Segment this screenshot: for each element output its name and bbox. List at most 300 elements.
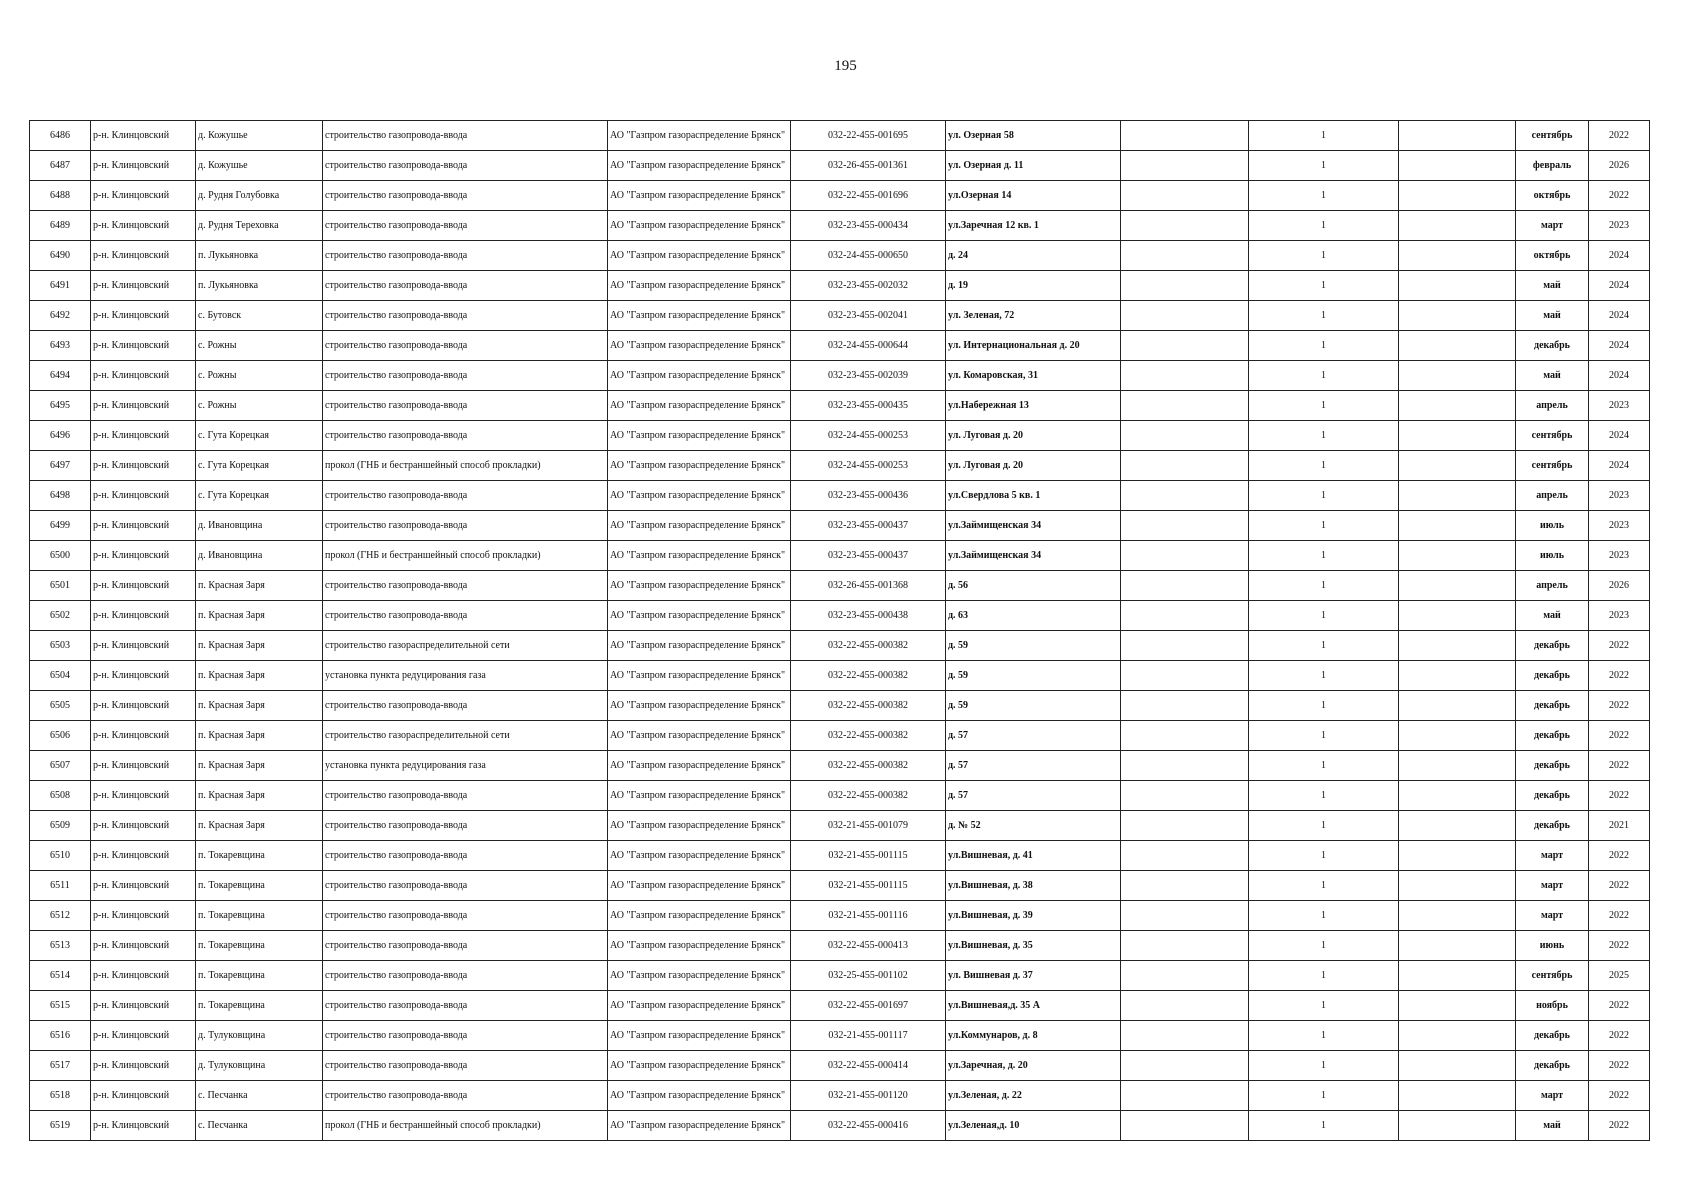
work-type-cell: строительство газопровода-ввода [323,931,608,961]
district-cell: р-н. Клинцовский [91,391,196,421]
quantity-cell: 1 [1249,331,1399,361]
table-row [30,871,1650,901]
address-cell: ул. Зеленая, 72 [946,301,1121,331]
organization-cell: АО "Газпром газораспределение Брянск" [608,781,791,811]
blank-cell [1121,1051,1249,1081]
organization-cell: АО "Газпром газораспределение Брянск" [608,631,791,661]
blank-cell [1121,991,1249,1021]
blank-cell [1399,691,1516,721]
organization-cell: АО "Газпром газораспределение Брянск" [608,451,791,481]
table-row [30,361,1650,391]
address-cell: ул. Озерная 58 [946,121,1121,151]
row-number-cell: 6510 [30,841,91,871]
table-row [30,661,1650,691]
settlement-cell: с. Песчанка [196,1111,323,1141]
organization-cell: АО "Газпром газораспределение Брянск" [608,841,791,871]
year-cell: 2022 [1589,871,1650,901]
month-cell: март [1516,1081,1589,1111]
blank-cell [1121,1111,1249,1141]
blank-cell [1121,781,1249,811]
month-cell: декабрь [1516,811,1589,841]
application-number-cell: 032-23-455-002032 [791,271,946,301]
table-row [30,751,1650,781]
blank-cell [1121,871,1249,901]
work-type-cell: строительство газопровода-ввода [323,331,608,361]
work-type-cell: строительство газопровода-ввода [323,421,608,451]
row-number-cell: 6490 [30,241,91,271]
work-type-cell: строительство газопровода-ввода [323,391,608,421]
settlement-cell: с. Рожны [196,391,323,421]
organization-cell: АО "Газпром газораспределение Брянск" [608,331,791,361]
blank-cell [1121,931,1249,961]
address-cell: ул.Вишневая, д. 38 [946,871,1121,901]
blank-cell [1399,451,1516,481]
work-type-cell: строительство газопровода-ввода [323,571,608,601]
organization-cell: АО "Газпром газораспределение Брянск" [608,271,791,301]
year-cell: 2024 [1589,361,1650,391]
organization-cell: АО "Газпром газораспределение Брянск" [608,811,791,841]
table-row [30,1111,1650,1141]
row-number-cell: 6511 [30,871,91,901]
district-cell: р-н. Клинцовский [91,331,196,361]
year-cell: 2021 [1589,811,1650,841]
year-cell: 2024 [1589,451,1650,481]
row-number-cell: 6487 [30,151,91,181]
settlement-cell: д. Тулуковщина [196,1051,323,1081]
quantity-cell: 1 [1249,481,1399,511]
settlement-cell: д. Рудня Тереховка [196,211,323,241]
row-number-cell: 6500 [30,541,91,571]
settlement-cell: д. Кожушье [196,121,323,151]
blank-cell [1399,661,1516,691]
work-type-cell: строительство газопровода-ввода [323,1051,608,1081]
address-cell: ул. Озерная д. 11 [946,151,1121,181]
settlement-cell: п. Токаревщина [196,961,323,991]
quantity-cell: 1 [1249,211,1399,241]
district-cell: р-н. Клинцовский [91,151,196,181]
row-number-cell: 6508 [30,781,91,811]
work-type-cell: строительство газопровода-ввода [323,601,608,631]
month-cell: декабрь [1516,661,1589,691]
blank-cell [1399,541,1516,571]
settlement-cell: д. Кожушье [196,151,323,181]
address-cell: ул.Набережная 13 [946,391,1121,421]
district-cell: р-н. Клинцовский [91,301,196,331]
quantity-cell: 1 [1249,841,1399,871]
blank-cell [1121,301,1249,331]
year-cell: 2022 [1589,751,1650,781]
address-cell: д. 57 [946,751,1121,781]
application-number-cell: 032-24-455-000650 [791,241,946,271]
address-cell: д. 24 [946,241,1121,271]
blank-cell [1399,751,1516,781]
application-number-cell: 032-24-455-000644 [791,331,946,361]
application-number-cell: 032-21-455-001079 [791,811,946,841]
blank-cell [1121,211,1249,241]
quantity-cell: 1 [1249,181,1399,211]
year-cell: 2022 [1589,181,1650,211]
month-cell: апрель [1516,391,1589,421]
address-cell: ул.Вишневая, д. 39 [946,901,1121,931]
quantity-cell: 1 [1249,631,1399,661]
settlement-cell: п. Красная Заря [196,721,323,751]
table-row [30,931,1650,961]
year-cell: 2024 [1589,241,1650,271]
settlement-cell: д. Ивановщина [196,511,323,541]
row-number-cell: 6493 [30,331,91,361]
application-number-cell: 032-23-455-000435 [791,391,946,421]
table-row [30,811,1650,841]
month-cell: сентябрь [1516,451,1589,481]
settlement-cell: п. Токаревщина [196,901,323,931]
quantity-cell: 1 [1249,991,1399,1021]
settlement-cell: п. Токаревщина [196,931,323,961]
blank-cell [1399,961,1516,991]
blank-cell [1121,481,1249,511]
month-cell: декабрь [1516,721,1589,751]
blank-cell [1121,511,1249,541]
row-number-cell: 6503 [30,631,91,661]
work-type-cell: строительство газораспределительной сети [323,631,608,661]
organization-cell: АО "Газпром газораспределение Брянск" [608,1021,791,1051]
address-cell: д. 19 [946,271,1121,301]
year-cell: 2022 [1589,661,1650,691]
year-cell: 2026 [1589,571,1650,601]
quantity-cell: 1 [1249,571,1399,601]
blank-cell [1121,421,1249,451]
row-number-cell: 6486 [30,121,91,151]
work-type-cell: строительство газопровода-ввода [323,511,608,541]
table-row [30,1051,1650,1081]
district-cell: р-н. Клинцовский [91,751,196,781]
blank-cell [1399,811,1516,841]
application-number-cell: 032-22-455-000382 [791,691,946,721]
application-number-cell: 032-24-455-000253 [791,451,946,481]
organization-cell: АО "Газпром газораспределение Брянск" [608,541,791,571]
work-type-cell: строительство газопровода-ввода [323,871,608,901]
blank-cell [1399,181,1516,211]
address-cell: ул.Заречная, д. 20 [946,1051,1121,1081]
table-row [30,961,1650,991]
table-row [30,991,1650,1021]
address-cell: ул.Коммунаров, д. 8 [946,1021,1121,1051]
blank-cell [1399,841,1516,871]
district-cell: р-н. Клинцовский [91,421,196,451]
blank-cell [1399,361,1516,391]
blank-cell [1399,721,1516,751]
settlement-cell: с. Рожны [196,361,323,391]
blank-cell [1121,631,1249,661]
row-number-cell: 6517 [30,1051,91,1081]
table-row [30,541,1650,571]
application-number-cell: 032-22-455-001697 [791,991,946,1021]
address-cell: ул. Интернациональная д. 20 [946,331,1121,361]
year-cell: 2023 [1589,481,1650,511]
quantity-cell: 1 [1249,781,1399,811]
year-cell: 2025 [1589,961,1650,991]
year-cell: 2023 [1589,391,1650,421]
application-number-cell: 032-23-455-000438 [791,601,946,631]
settlement-cell: п. Красная Заря [196,781,323,811]
blank-cell [1121,151,1249,181]
quantity-cell: 1 [1249,271,1399,301]
quantity-cell: 1 [1249,151,1399,181]
month-cell: март [1516,871,1589,901]
settlement-cell: с. Гута Корецкая [196,451,323,481]
row-number-cell: 6495 [30,391,91,421]
district-cell: р-н. Клинцовский [91,691,196,721]
month-cell: февраль [1516,151,1589,181]
organization-cell: АО "Газпром газораспределение Брянск" [608,751,791,781]
month-cell: май [1516,301,1589,331]
organization-cell: АО "Газпром газораспределение Брянск" [608,871,791,901]
table-row [30,781,1650,811]
blank-cell [1399,211,1516,241]
district-cell: р-н. Клинцовский [91,811,196,841]
district-cell: р-н. Клинцовский [91,661,196,691]
table-row [30,631,1650,661]
blank-cell [1399,1111,1516,1141]
organization-cell: АО "Газпром газораспределение Брянск" [608,991,791,1021]
row-number-cell: 6505 [30,691,91,721]
quantity-cell: 1 [1249,691,1399,721]
row-number-cell: 6507 [30,751,91,781]
district-cell: р-н. Клинцовский [91,871,196,901]
organization-cell: АО "Газпром газораспределение Брянск" [608,211,791,241]
address-cell: д. 63 [946,601,1121,631]
work-type-cell: установка пункта редуцирования газа [323,751,608,781]
month-cell: март [1516,901,1589,931]
organization-cell: АО "Газпром газораспределение Брянск" [608,901,791,931]
organization-cell: АО "Газпром газораспределение Брянск" [608,151,791,181]
year-cell: 2024 [1589,331,1650,361]
blank-cell [1121,721,1249,751]
address-cell: д. 56 [946,571,1121,601]
application-number-cell: 032-22-455-000382 [791,661,946,691]
year-cell: 2022 [1589,121,1650,151]
month-cell: май [1516,361,1589,391]
blank-cell [1399,871,1516,901]
quantity-cell: 1 [1249,511,1399,541]
work-type-cell: строительство газопровода-ввода [323,301,608,331]
address-cell: ул.Свердлова 5 кв. 1 [946,481,1121,511]
month-cell: июнь [1516,931,1589,961]
application-number-cell: 032-22-455-000413 [791,931,946,961]
address-cell: ул.Вишневая, д. 41 [946,841,1121,871]
page-number: 195 [834,58,857,74]
year-cell: 2022 [1589,991,1650,1021]
row-number-cell: 6488 [30,181,91,211]
quantity-cell: 1 [1249,1051,1399,1081]
settlement-cell: п. Лукьяновка [196,241,323,271]
row-number-cell: 6491 [30,271,91,301]
table-row [30,601,1650,631]
organization-cell: АО "Газпром газораспределение Брянск" [608,931,791,961]
work-type-cell: строительство газопровода-ввода [323,271,608,301]
year-cell: 2022 [1589,1111,1650,1141]
quantity-cell: 1 [1249,301,1399,331]
settlement-cell: п. Красная Заря [196,751,323,781]
blank-cell [1121,661,1249,691]
application-number-cell: 032-23-455-002039 [791,361,946,391]
blank-cell [1121,901,1249,931]
district-cell: р-н. Клинцовский [91,931,196,961]
application-number-cell: 032-21-455-001116 [791,901,946,931]
table-row [30,391,1650,421]
blank-cell [1399,331,1516,361]
blank-cell [1121,1021,1249,1051]
organization-cell: АО "Газпром газораспределение Брянск" [608,181,791,211]
blank-cell [1121,571,1249,601]
work-type-cell: строительство газопровода-ввода [323,901,608,931]
blank-cell [1399,991,1516,1021]
settlement-cell: п. Токаревщина [196,991,323,1021]
blank-cell [1399,121,1516,151]
month-cell: декабрь [1516,781,1589,811]
address-cell: ул. Луговая д. 20 [946,451,1121,481]
table-row [30,481,1650,511]
work-type-cell: строительство газопровода-ввода [323,181,608,211]
year-cell: 2022 [1589,631,1650,661]
quantity-cell: 1 [1249,811,1399,841]
district-cell: р-н. Клинцовский [91,121,196,151]
district-cell: р-н. Клинцовский [91,181,196,211]
address-cell: д. 57 [946,721,1121,751]
blank-cell [1121,751,1249,781]
address-cell: ул. Луговая д. 20 [946,421,1121,451]
blank-cell [1121,601,1249,631]
quantity-cell: 1 [1249,721,1399,751]
year-cell: 2024 [1589,301,1650,331]
row-number-cell: 6494 [30,361,91,391]
blank-cell [1121,541,1249,571]
row-number-cell: 6516 [30,1021,91,1051]
district-cell: р-н. Клинцовский [91,481,196,511]
year-cell: 2022 [1589,1081,1650,1111]
year-cell: 2022 [1589,781,1650,811]
month-cell: март [1516,841,1589,871]
blank-cell [1121,961,1249,991]
table-row [30,331,1650,361]
year-cell: 2023 [1589,541,1650,571]
table-row [30,451,1650,481]
year-cell: 2023 [1589,211,1650,241]
year-cell: 2026 [1589,151,1650,181]
settlement-cell: п. Красная Заря [196,811,323,841]
organization-cell: АО "Газпром газораспределение Брянск" [608,721,791,751]
table-row [30,571,1650,601]
blank-cell [1399,391,1516,421]
settlement-cell: с. Бутовск [196,301,323,331]
settlement-cell: с. Гута Корецкая [196,481,323,511]
blank-cell [1121,391,1249,421]
month-cell: декабрь [1516,691,1589,721]
district-cell: р-н. Клинцовский [91,781,196,811]
quantity-cell: 1 [1249,1111,1399,1141]
table-row [30,721,1650,751]
month-cell: апрель [1516,481,1589,511]
address-cell: д. 59 [946,631,1121,661]
settlement-cell: д. Тулуковщина [196,1021,323,1051]
row-number-cell: 6492 [30,301,91,331]
district-cell: р-н. Клинцовский [91,361,196,391]
application-number-cell: 032-22-455-001695 [791,121,946,151]
address-cell: ул.Заречная 12 кв. 1 [946,211,1121,241]
blank-cell [1121,181,1249,211]
application-number-cell: 032-22-455-000382 [791,721,946,751]
blank-cell [1399,931,1516,961]
row-number-cell: 6515 [30,991,91,1021]
application-number-cell: 032-25-455-001102 [791,961,946,991]
application-number-cell: 032-23-455-000437 [791,541,946,571]
table-row [30,181,1650,211]
address-cell: ул.Зеленая, д. 22 [946,1081,1121,1111]
organization-cell: АО "Газпром газораспределение Брянск" [608,391,791,421]
blank-cell [1399,241,1516,271]
work-type-cell: строительство газопровода-ввода [323,121,608,151]
settlement-cell: п. Красная Заря [196,601,323,631]
organization-cell: АО "Газпром газораспределение Брянск" [608,1051,791,1081]
quantity-cell: 1 [1249,901,1399,931]
settlement-cell: п. Лукьяновка [196,271,323,301]
blank-cell [1399,301,1516,331]
quantity-cell: 1 [1249,961,1399,991]
organization-cell: АО "Газпром газораспределение Брянск" [608,571,791,601]
address-cell: ул.Озерная 14 [946,181,1121,211]
year-cell: 2022 [1589,1021,1650,1051]
row-number-cell: 6512 [30,901,91,931]
address-cell: д. 57 [946,781,1121,811]
organization-cell: АО "Газпром газораспределение Брянск" [608,1111,791,1141]
row-number-cell: 6506 [30,721,91,751]
settlement-cell: п. Токаревщина [196,871,323,901]
settlement-cell: п. Красная Заря [196,631,323,661]
district-cell: р-н. Клинцовский [91,241,196,271]
address-cell: д. 59 [946,661,1121,691]
table-row [30,421,1650,451]
blank-cell [1121,121,1249,151]
district-cell: р-н. Клинцовский [91,721,196,751]
address-cell: д. № 52 [946,811,1121,841]
year-cell: 2024 [1589,271,1650,301]
month-cell: октябрь [1516,181,1589,211]
settlement-cell: с. Гута Корецкая [196,421,323,451]
organization-cell: АО "Газпром газораспределение Брянск" [608,481,791,511]
district-cell: р-н. Клинцовский [91,451,196,481]
settlement-cell: с. Рожны [196,331,323,361]
organization-cell: АО "Газпром газораспределение Брянск" [608,421,791,451]
month-cell: апрель [1516,571,1589,601]
quantity-cell: 1 [1249,121,1399,151]
row-number-cell: 6518 [30,1081,91,1111]
table-row [30,901,1650,931]
work-type-cell: строительство газопровода-ввода [323,811,608,841]
year-cell: 2023 [1589,601,1650,631]
table-row [30,691,1650,721]
month-cell: декабрь [1516,1021,1589,1051]
district-cell: р-н. Клинцовский [91,271,196,301]
district-cell: р-н. Клинцовский [91,631,196,661]
application-number-cell: 032-21-455-001117 [791,1021,946,1051]
organization-cell: АО "Газпром газораспределение Брянск" [608,961,791,991]
work-type-cell: строительство газопровода-ввода [323,1081,608,1111]
address-cell: ул.Займищенская 34 [946,511,1121,541]
district-cell: р-н. Клинцовский [91,841,196,871]
application-number-cell: 032-21-455-001115 [791,841,946,871]
blank-cell [1121,691,1249,721]
application-number-cell: 032-21-455-001120 [791,1081,946,1111]
row-number-cell: 6514 [30,961,91,991]
